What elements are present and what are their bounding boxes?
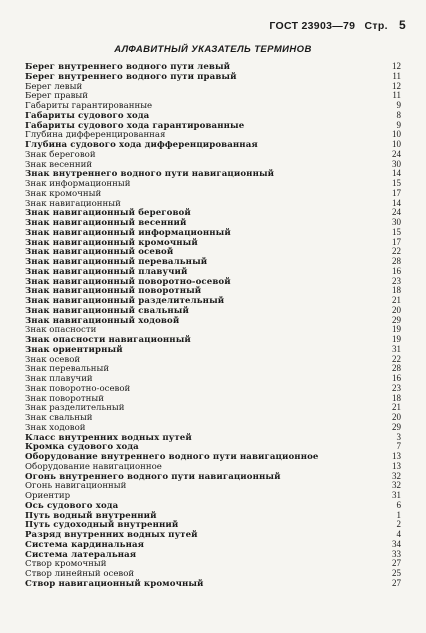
index-term: Глубина дифференцированная <box>25 130 166 141</box>
index-term: Знак навигационный разделительный <box>25 296 225 306</box>
index-entry <box>25 433 401 443</box>
index-entry <box>25 286 401 296</box>
index-term: Система латеральная <box>25 549 137 560</box>
index-entry <box>25 335 401 345</box>
index-entry <box>25 121 401 131</box>
index-page-number: 28 <box>392 363 401 374</box>
index-entry <box>25 540 401 550</box>
index-entry <box>25 530 401 540</box>
index-entry <box>25 218 401 228</box>
index-page-number: 14 <box>392 197 401 208</box>
index-term: Оборудование внутреннего водного пути навигационное <box>25 452 319 462</box>
index-page-number: 13 <box>392 460 401 471</box>
index-term: Разряд внутренних водных путей <box>25 530 198 540</box>
index-term: Створ кромочный <box>25 559 107 570</box>
index-entry <box>25 277 401 287</box>
index-page-number: 14 <box>392 168 401 179</box>
page-label: Стр. <box>364 20 388 32</box>
index-term: Глубина судового хода дифференцированная <box>25 140 258 150</box>
index-page-number: 7 <box>396 441 401 452</box>
index-page-number: 18 <box>392 392 401 403</box>
index-page-number: 22 <box>392 246 401 257</box>
index-page-number: 27 <box>392 577 401 588</box>
index-entry <box>25 423 401 433</box>
index-page-number: 29 <box>392 421 401 432</box>
index-entry <box>25 355 401 365</box>
index-entry <box>25 101 401 111</box>
index-entry <box>25 169 401 179</box>
index-entry <box>25 267 401 277</box>
index-term: Путь судоходный внутренний <box>25 520 179 531</box>
index-page-number: 29 <box>392 314 401 325</box>
index-entry <box>25 491 401 501</box>
index-entry <box>25 306 401 316</box>
index-entry <box>25 72 401 82</box>
index-term: Знак ходовой <box>25 422 86 433</box>
index-term: Знак навигационный береговой <box>25 208 191 219</box>
index-term: Знак навигационный поворотно-осевой <box>25 276 231 287</box>
index-term: Ось судового хода <box>25 500 119 511</box>
page-header <box>269 18 406 32</box>
index-page-number: 10 <box>392 129 401 140</box>
index-entry <box>25 238 401 248</box>
index-term: Путь водный внутренний <box>25 510 157 521</box>
index-term: Знак навигационный <box>25 198 121 209</box>
term-index-list <box>25 62 401 589</box>
index-entry <box>25 364 401 374</box>
index-entry <box>25 472 401 482</box>
index-term: Знак навигационный перевальный <box>25 257 208 267</box>
index-page-number: 11 <box>392 90 401 101</box>
index-term: Знак навигационный свальный <box>25 305 189 316</box>
index-page-number: 23 <box>392 382 401 393</box>
index-page-number: 34 <box>392 538 401 549</box>
index-term: Берег правый <box>25 91 88 102</box>
index-term: Огонь внутреннего водного пути навигационный <box>25 471 281 482</box>
index-page-number: 8 <box>396 109 401 120</box>
index-page-number: 31 <box>392 343 401 354</box>
index-entry <box>25 462 401 472</box>
index-term: Берег внутреннего водного пути левый <box>25 62 231 72</box>
index-page-number: 17 <box>392 236 401 247</box>
index-entry <box>25 296 401 306</box>
index-term: Класс внутренних водных путей <box>25 432 192 443</box>
index-term: Знак навигационный осевой <box>25 247 174 258</box>
index-entry <box>25 316 401 326</box>
index-term: Знак весенний <box>25 159 93 170</box>
index-page-number: 4 <box>396 529 401 539</box>
index-term: Знак навигационный плавучий <box>25 266 188 277</box>
index-page-number: 12 <box>392 80 401 91</box>
index-term: Габариты гарантированные <box>25 101 153 111</box>
index-term: Знак опасности навигационный <box>25 335 191 345</box>
index-page-number: 24 <box>392 207 401 218</box>
index-title: АЛФАВИТНЫЙ УКАЗАТЕЛЬ ТЕРМИНОВ <box>114 44 312 55</box>
index-entry <box>25 189 401 199</box>
index-page-number: 13 <box>392 451 401 461</box>
index-page-number: 9 <box>396 119 401 130</box>
index-page-number: 9 <box>396 100 401 110</box>
index-page-number: 22 <box>392 353 401 364</box>
index-page-number: 11 <box>392 70 401 81</box>
index-entry <box>25 208 401 218</box>
index-entry <box>25 550 401 560</box>
index-page-number: 33 <box>392 548 401 559</box>
index-page-number: 15 <box>392 178 401 188</box>
index-page-number: 3 <box>396 431 401 442</box>
index-page-number: 17 <box>392 187 401 198</box>
index-term: Берег левый <box>25 81 83 92</box>
index-term: Знак опасности <box>25 325 97 336</box>
index-entry <box>25 247 401 257</box>
index-term: Знак разделительный <box>25 403 125 414</box>
index-page-number: 32 <box>392 480 401 491</box>
index-term: Створ линейный осевой <box>25 569 135 579</box>
index-page-number: 1 <box>396 509 401 520</box>
index-page-number: 16 <box>392 373 401 383</box>
index-term: Знак поворотно-осевой <box>25 383 131 394</box>
index-term: Знак поворотный <box>25 393 104 404</box>
index-entry <box>25 452 401 462</box>
index-entry <box>25 481 401 491</box>
index-term: Знак кромочный <box>25 188 102 199</box>
index-entry <box>25 130 401 140</box>
index-page-number: 25 <box>392 568 401 578</box>
index-page-number: 27 <box>392 558 401 569</box>
index-page-number: 31 <box>392 490 401 500</box>
index-term: Знак свальный <box>25 413 93 423</box>
index-entry <box>25 374 401 384</box>
index-entry <box>25 442 401 452</box>
page-number: 5 <box>399 18 406 32</box>
index-page-number: 21 <box>392 402 401 413</box>
index-term: Знак информационный <box>25 179 131 189</box>
index-page-number: 24 <box>392 148 401 159</box>
index-page-number: 23 <box>392 275 401 286</box>
index-entry <box>25 199 401 209</box>
index-term: Габариты судового хода гарантированные <box>25 120 245 131</box>
index-entry <box>25 111 401 121</box>
index-term: Ориентир <box>25 491 71 501</box>
index-entry <box>25 394 401 404</box>
index-page-number: 20 <box>392 412 401 422</box>
index-entry <box>25 579 401 589</box>
index-entry <box>25 403 401 413</box>
index-page-number: 30 <box>392 217 401 227</box>
index-page-number: 16 <box>392 265 401 276</box>
index-entry <box>25 228 401 238</box>
index-entry <box>25 511 401 521</box>
standard-number: ГОСТ 23903—79 <box>269 20 356 32</box>
index-entry <box>25 179 401 189</box>
index-term: Знак навигационный кромочный <box>25 237 198 248</box>
index-entry <box>25 569 401 579</box>
index-page-number: 20 <box>392 304 401 315</box>
index-page-number: 6 <box>396 499 401 510</box>
index-term: Знак ориентирный <box>25 344 123 355</box>
index-entry <box>25 150 401 160</box>
index-page-number: 15 <box>392 226 401 237</box>
index-term: Габариты судового хода <box>25 110 150 121</box>
index-page-number: 12 <box>392 61 401 71</box>
index-page-number: 10 <box>392 139 401 149</box>
index-term: Кромка судового хода <box>25 442 139 453</box>
index-entry <box>25 501 401 511</box>
index-term: Оборудование навигационное <box>25 461 162 472</box>
index-term: Огонь навигационный <box>25 481 127 492</box>
index-page-number: 19 <box>392 334 401 344</box>
index-entry <box>25 62 401 72</box>
index-term: Знак осевой <box>25 354 81 365</box>
index-entry <box>25 82 401 92</box>
index-entry <box>25 91 401 101</box>
index-page-number: 19 <box>392 324 401 335</box>
index-term: Знак внутреннего водного пути навигационный <box>25 169 275 180</box>
index-page-number: 32 <box>392 470 401 481</box>
index-entry <box>25 559 401 569</box>
index-entry <box>25 413 401 423</box>
index-page-number: 21 <box>392 295 401 305</box>
index-page-number: 30 <box>392 158 401 169</box>
index-term: Знак навигационный ходовой <box>25 315 180 326</box>
index-entry <box>25 345 401 355</box>
index-page-number: 2 <box>396 519 401 530</box>
index-term: Система кардинальная <box>25 539 145 550</box>
index-entry <box>25 257 401 267</box>
index-term: Знак навигационный весенний <box>25 218 187 228</box>
index-page-number: 28 <box>392 256 401 266</box>
index-term: Знак навигационный информационный <box>25 227 231 238</box>
index-term: Створ навигационный кромочный <box>25 578 204 589</box>
index-term: Знак перевальный <box>25 364 110 375</box>
index-entry <box>25 140 401 150</box>
index-term: Знак плавучий <box>25 374 93 384</box>
index-term: Знак береговой <box>25 149 96 160</box>
index-entry <box>25 160 401 170</box>
index-entry <box>25 520 401 530</box>
index-entry <box>25 384 401 394</box>
index-term: Берег внутреннего водного пути правый <box>25 71 237 82</box>
index-entry <box>25 325 401 335</box>
index-term: Знак навигационный поворотный <box>25 286 202 297</box>
index-page-number: 18 <box>392 285 401 296</box>
